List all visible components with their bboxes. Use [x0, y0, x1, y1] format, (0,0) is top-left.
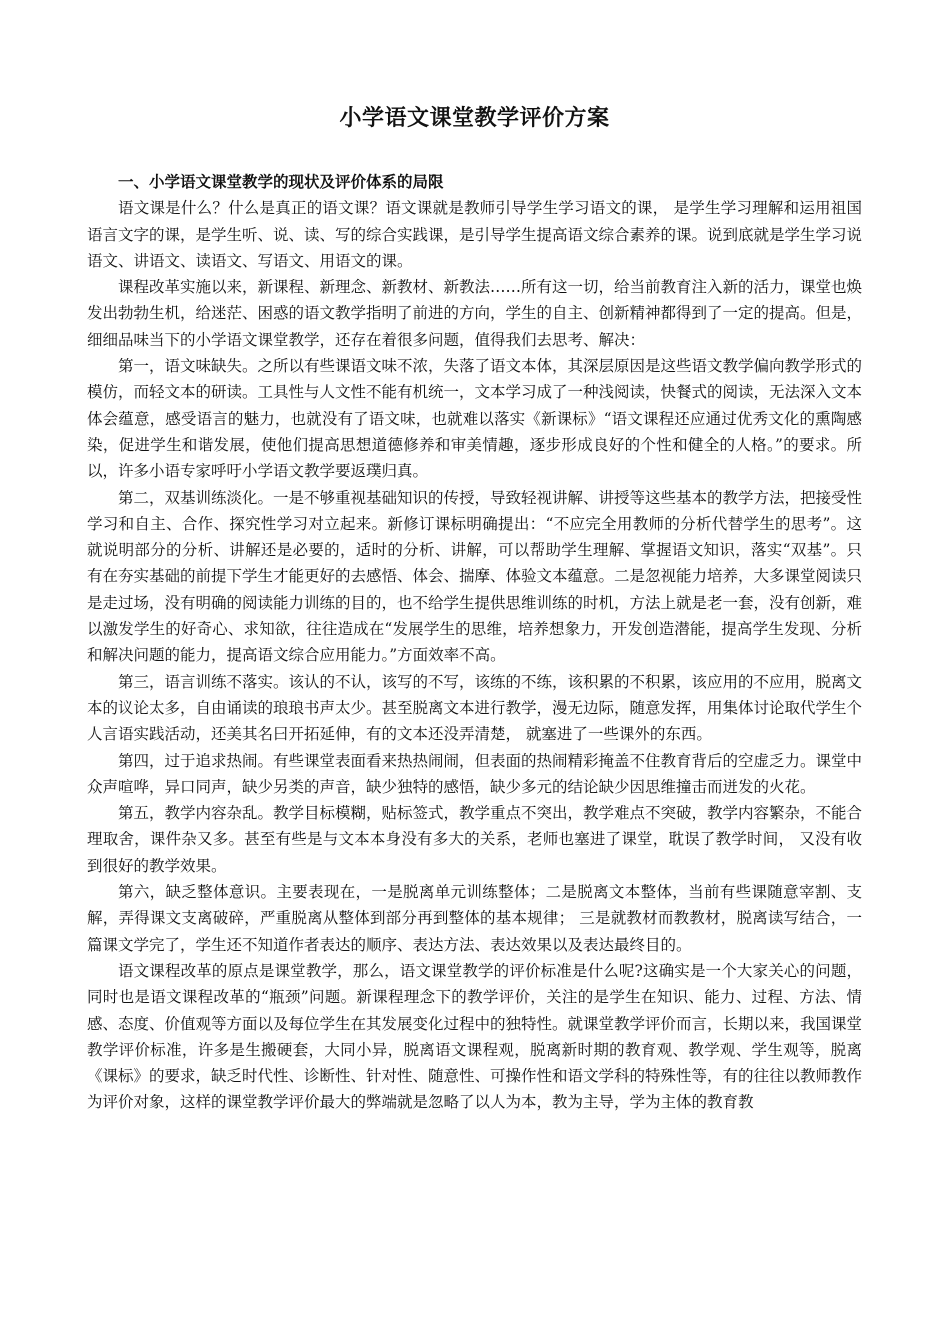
- document-title: 小学语文课堂教学评价方案: [339, 105, 610, 131]
- section-heading: 一、小学语文课堂教学的现状及评价体系的局限: [118, 172, 444, 191]
- paragraph-point-4: 第四，过于追求热闹。有些课堂表面看来热热闹闹，但表面的热闹精彩掩盖不住教育背后的空虚乏力。课堂中众声喧哗，异口同声，缺少另类的声音，缺少独特的感悟，缺少多元的结论缺少因思维撞击而迸发的火花。: [87, 751, 863, 796]
- document-page: [87, 98, 862, 1116]
- paragraph-point-6: 第六，缺乏整体意识。主要表现在，一是脱离单元训练整体；二是脱离文本整体，当前有些课随意宰割、支解，弄得课文支离破碎，严重脱离从整体到部分再到整体的基本规律； 三是就教材而教教材，脱离读写结合，一篇课文学完了，学生还不知道作者表达的顺序、表达方法、表达效果以及表达最终目的。: [87, 883, 862, 954]
- paragraph-point-3: 第三，语言训练不落实。该认的不认，该写的不写，该练的不练，该积累的不积累，该应用的不应用，脱离文本的议论太多，自由诵读的琅琅书声太少。甚至脱离文本进行教学，漫无边际，随意发挥，用集体讨论取代学生个人言语实践活动，还美其名曰开拓延伸，有的文本还没弄清楚， 就塞进了一些课外的东西。: [87, 672, 863, 744]
- paragraph-evaluation: 语文课程改革的原点是课堂教学，那么，语文课堂教学的评价标准是什么呢?这确实是一个大家关心的问题，同时也是语文课程改革的“瓶颈”问题。新课程理念下的教学评价，关注的是学生在知识、能力、过程、方法、情感、态度、价值观等方面以及每位学生在其发展变化过程中的独特性。就课堂教学评价而言，长期以来，我国课堂教学评价标准，许多是生搬硬套，大同小异，脱离语文课程观，脱离新时期的教育观、教学观、学生观等，脱离《课标》的要求，缺乏时代性、诊断性、针对性、随意性、可操作性和语文学科的特殊性等，有的往往以教师教作为评价对象，这样的课堂教学评价最大的弊端就是忽略了以人为本，教为主导，学为主体的教育教: [87, 961, 863, 1112]
- paragraph-reform: 课程改革实施以来，新课程、新理念、新教材、新教法……所有这一切，给当前教育注入新的活力，课堂也焕发出勃勃生机，给迷茫、困惑的语文教学指明了前进的方向，学生的自主、创新精神都得到了一定的提高。但是，细细品味当下的小学语文课堂教学，还存在着很多问题，值得我们去思考、解决：: [87, 278, 863, 349]
- paragraph-point-1: 第一，语文味缺失。之所以有些课语文味不浓，失落了语文本体，其深层原因是这些语文教学偏向教学形式的模仿，而轻文本的研读。工具性与人文性不能有机统一，文本学习成了一种浅阅读，快餐式的阅读，无法深入文本体会蕴意，感受语言的魅力，也就没有了语文味，也就难以落实《新课标》“语文课程还应通过优秀文化的熏陶感染，促进学生和谐发展，使他们提高思想道德修养和审美情趣，逐步形成良好的个性和健全的人格。”的要求。所以，许多小语专家呼吁小学语文教学要返璞归真。: [87, 357, 863, 481]
- paragraph-point-2: 第二，双基训练淡化。一是不够重视基础知识的传授，导致轻视讲解、讲授等这些基本的教学方法，把接受性学习和自主、合作、探究性学习对立起来。新修订课标明确提出：“不应完全用教师的分析代替学生的思考”。这就说明部分的分析、讲解还是必要的，适时的分析、讲解，可以帮助学生理解、掌握语文知识，落实“双基”。只有在夯实基础的前提下学生才能更好的去感悟、体会、揣摩、体验文本蕴意。二是忽视能力培养，大多课堂阅读只是走过场，没有明确的阅读能力训练的目的，也不给学生提供思维训练的时机，方法上就是老一套，没有创新，难以激发学生的好奇心、求知欲，往往造成在“发展学生的思维，培养想象力，开发创造潜能，提高学生发现、分析和解决问题的能力，提高语文综合应用能力。”方面效率不高。: [87, 488, 863, 665]
- paragraph-point-5: 第五，教学内容杂乱。教学目标模糊，贴标签式，教学重点不突出，教学难点不突破，教学内容繁杂，不能合理取舍，课件杂又多。甚至有些是与文本本身没有多大的关系，老师也塞进了课堂，耽误了教学时间， 又没有收到很好的教学效果。: [87, 804, 863, 875]
- paragraph-intro: 语文课是什么？什么是真正的语文课？语文课就是教师引导学生学习语文的课， 是学生学习理解和运用祖国语言文字的课，是学生听、说、读、写的综合实践课，是引导学生提高语文综合素养的课。说到底就是学生学习说语文、讲语文、读语文、写语文、用语文的课。: [87, 199, 863, 270]
